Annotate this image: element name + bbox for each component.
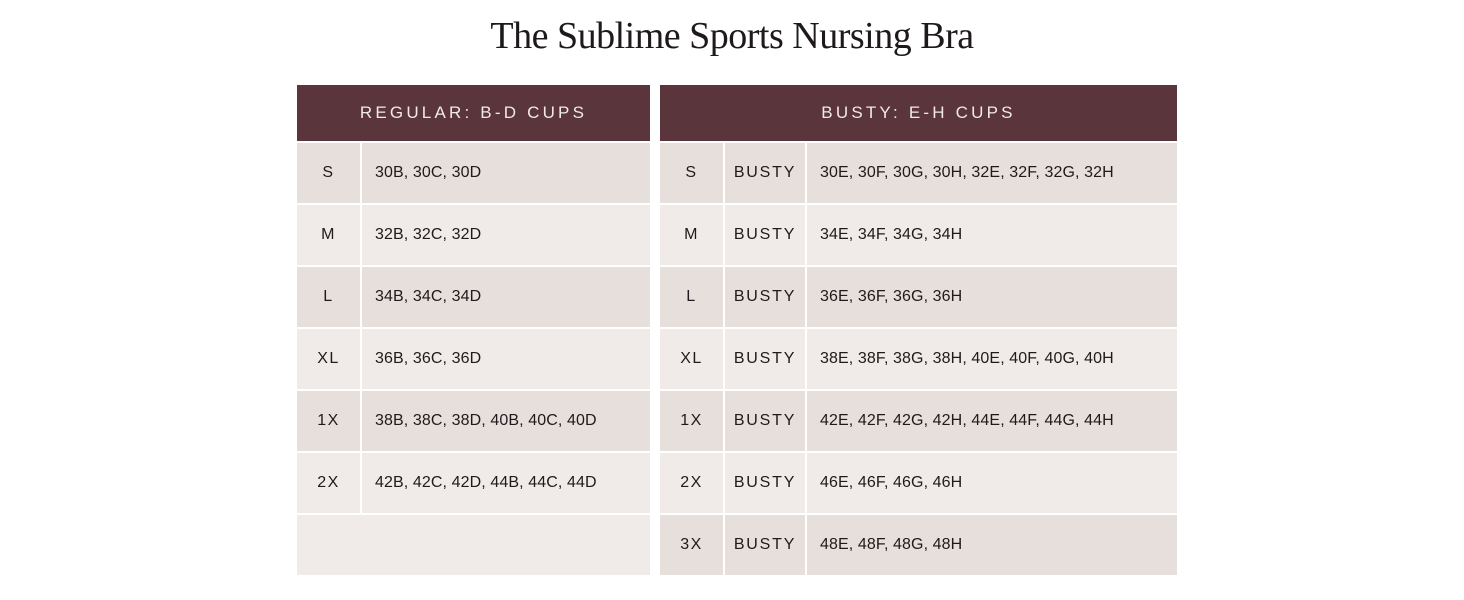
- cup-sizes: 38B, 38C, 38D, 40B, 40C, 40D: [362, 391, 650, 453]
- table-row: [297, 329, 650, 391]
- cup-sizes: 48E, 48F, 48G, 48H: [807, 515, 1177, 575]
- size-label: S: [660, 143, 725, 205]
- regular-size-table: [297, 85, 650, 575]
- size-label: M: [297, 205, 362, 267]
- regular-table-header: REGULAR: B-D CUPS: [297, 85, 650, 143]
- table-row: [297, 453, 650, 515]
- size-label: 2X: [660, 453, 725, 515]
- size-label: XL: [660, 329, 725, 391]
- table-row: [660, 205, 1177, 267]
- fit-label: BUSTY: [725, 267, 807, 329]
- page-title: The Sublime Sports Nursing Bra: [490, 15, 974, 57]
- empty-cell: [362, 515, 650, 575]
- table-row: [297, 143, 650, 205]
- cup-sizes: 42E, 42F, 42G, 42H, 44E, 44F, 44G, 44H: [807, 391, 1177, 453]
- size-label: 3X: [660, 515, 725, 575]
- fit-label: BUSTY: [725, 205, 807, 267]
- table-row: [297, 205, 650, 267]
- cup-sizes: 32B, 32C, 32D: [362, 205, 650, 267]
- cup-sizes: 46E, 46F, 46G, 46H: [807, 453, 1177, 515]
- size-label: XL: [297, 329, 362, 391]
- busty-table-header: BUSTY: E-H CUPS: [660, 85, 1177, 143]
- cup-sizes: 36E, 36F, 36G, 36H: [807, 267, 1177, 329]
- cup-sizes: 42B, 42C, 42D, 44B, 44C, 44D: [362, 453, 650, 515]
- fit-label: BUSTY: [725, 329, 807, 391]
- size-label: 1X: [660, 391, 725, 453]
- table-row: [660, 267, 1177, 329]
- fit-label: BUSTY: [725, 391, 807, 453]
- table-row: [297, 267, 650, 329]
- size-label: L: [297, 267, 362, 329]
- cup-sizes: 30B, 30C, 30D: [362, 143, 650, 205]
- size-label: M: [660, 205, 725, 267]
- table-row: [660, 515, 1177, 575]
- table-row: [297, 391, 650, 453]
- cup-sizes: 34E, 34F, 34G, 34H: [807, 205, 1177, 267]
- table-row: [660, 391, 1177, 453]
- table-row: [660, 453, 1177, 515]
- size-label: S: [297, 143, 362, 205]
- empty-cell: [297, 515, 362, 575]
- busty-size-table: [660, 85, 1177, 575]
- size-label: L: [660, 267, 725, 329]
- cup-sizes: 36B, 36C, 36D: [362, 329, 650, 391]
- table-row: [660, 329, 1177, 391]
- size-label: 2X: [297, 453, 362, 515]
- size-label: 1X: [297, 391, 362, 453]
- cup-sizes: 30E, 30F, 30G, 30H, 32E, 32F, 32G, 32H: [807, 143, 1177, 205]
- fit-label: BUSTY: [725, 143, 807, 205]
- fit-label: BUSTY: [725, 515, 807, 575]
- cup-sizes: 34B, 34C, 34D: [362, 267, 650, 329]
- empty-row: [297, 515, 650, 575]
- cup-sizes: 38E, 38F, 38G, 38H, 40E, 40F, 40G, 40H: [807, 329, 1177, 391]
- table-row: [660, 143, 1177, 205]
- fit-label: BUSTY: [725, 453, 807, 515]
